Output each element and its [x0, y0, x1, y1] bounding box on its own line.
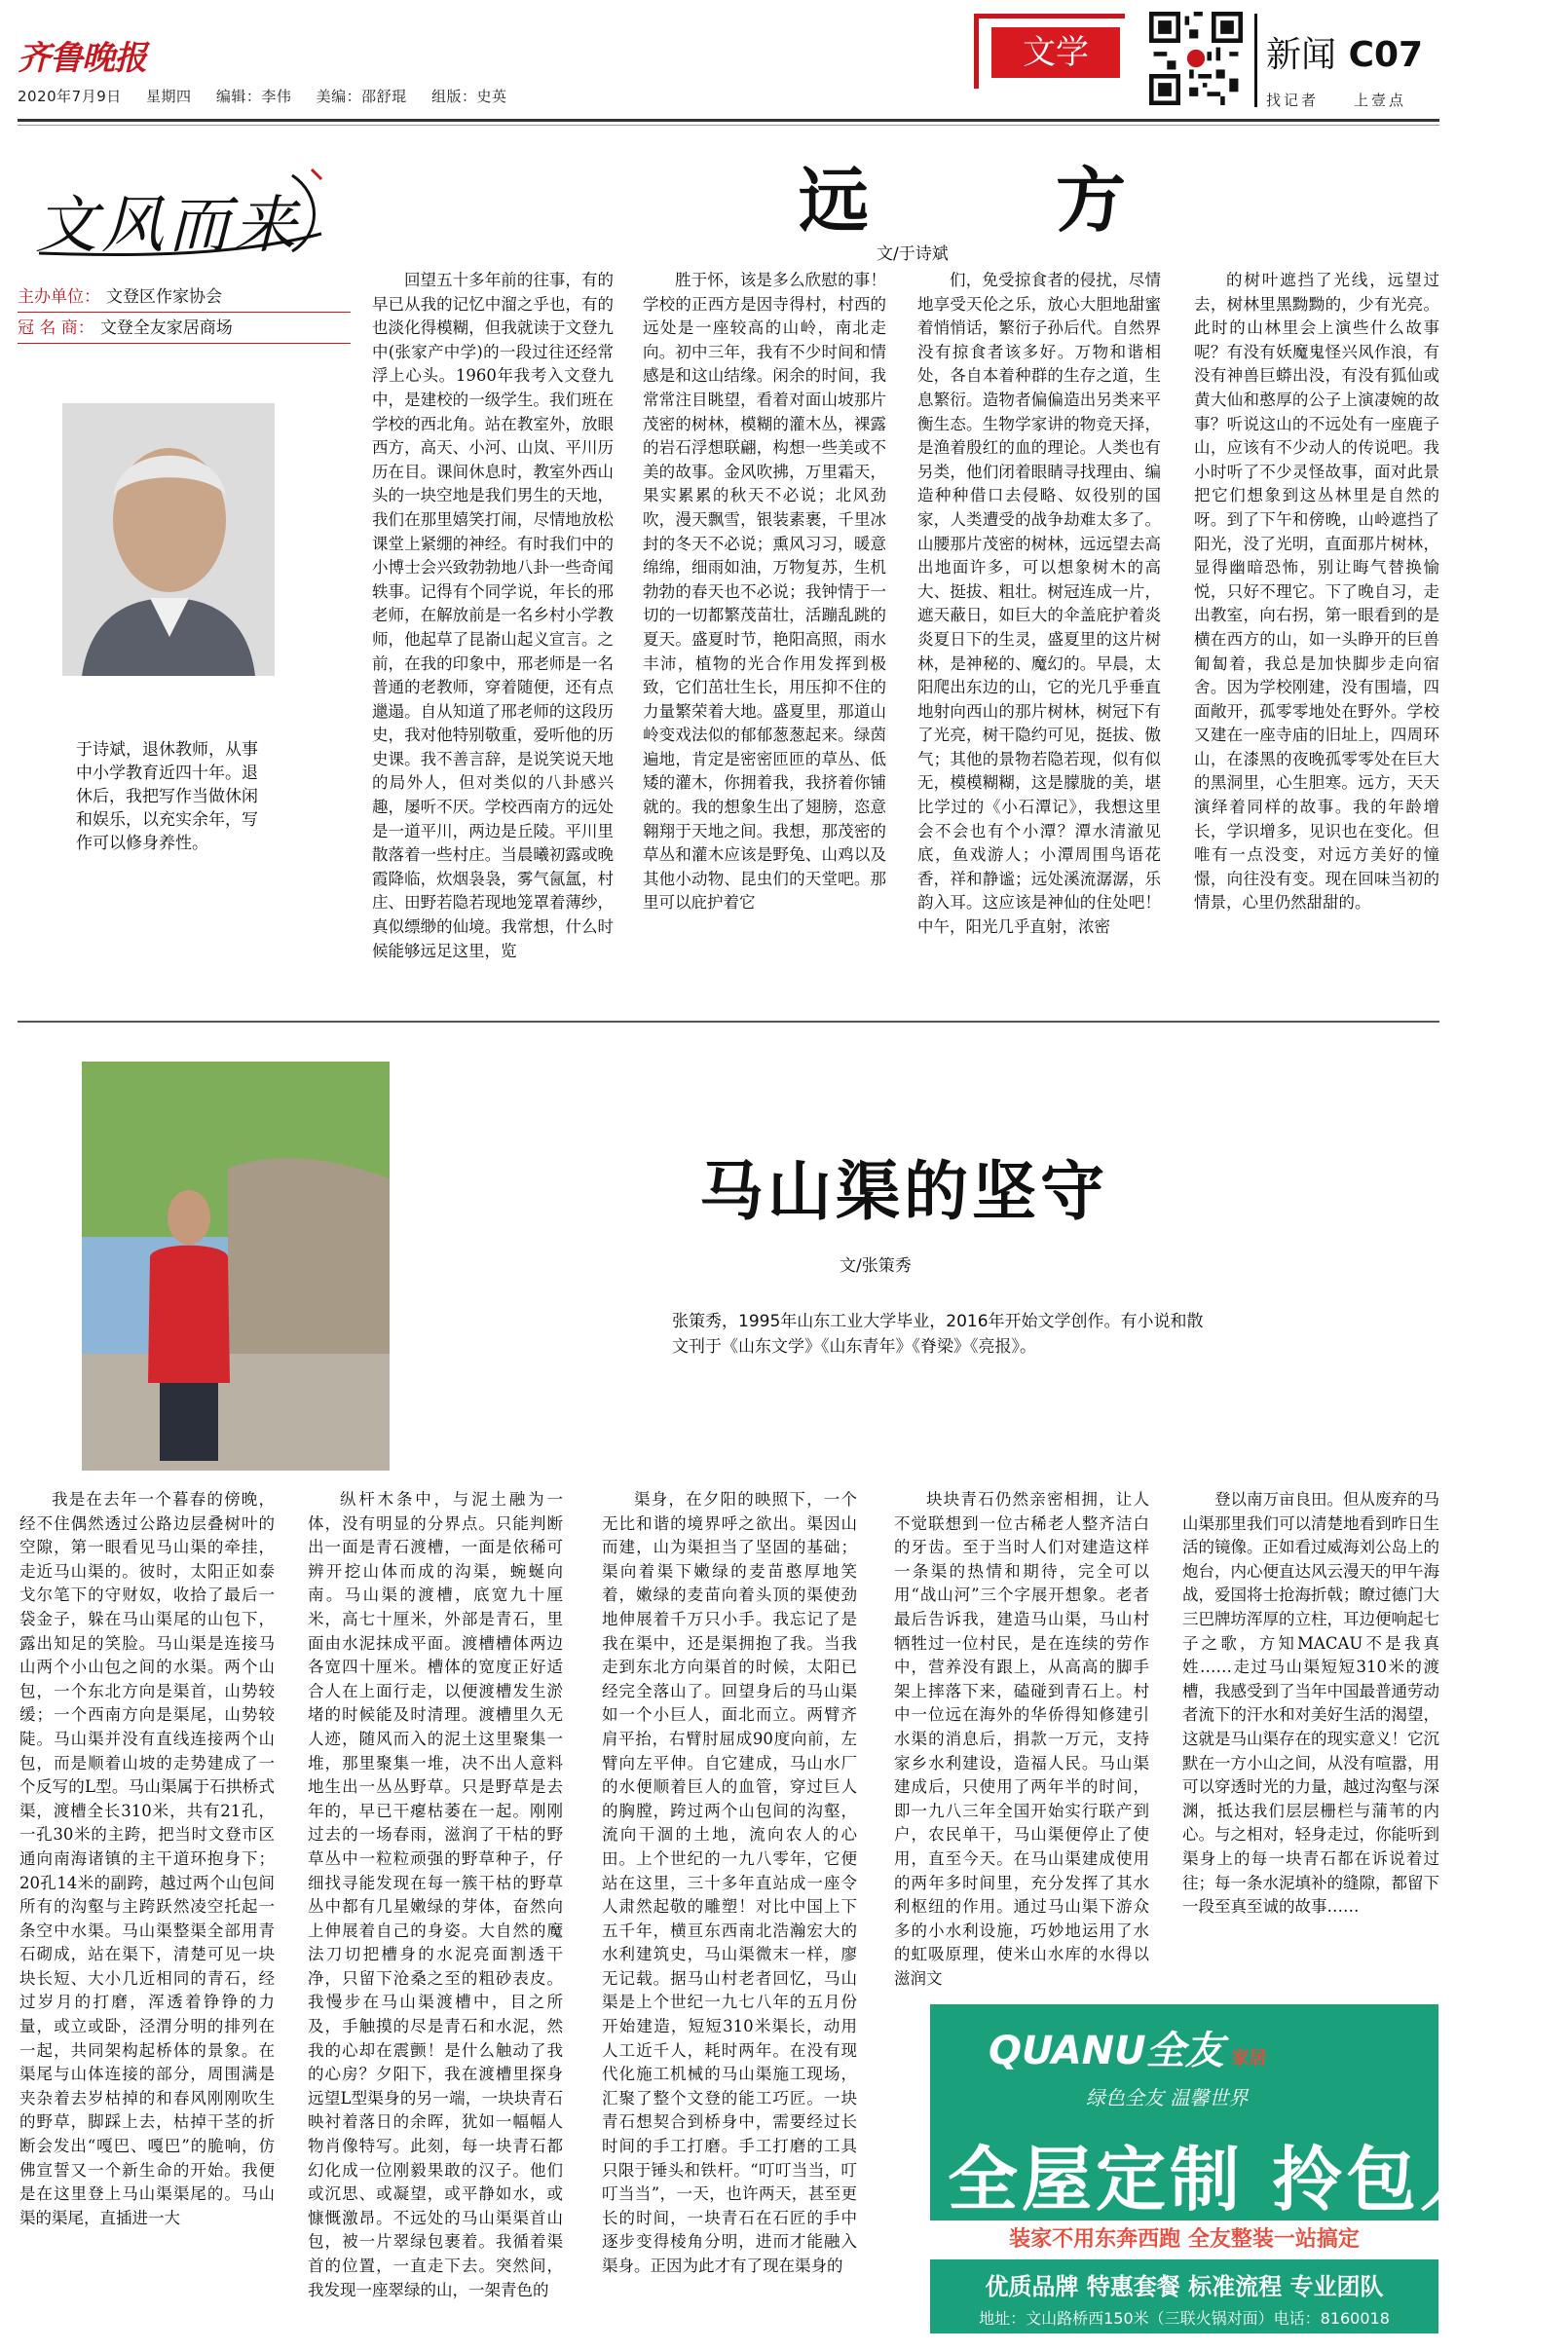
article-text: 回望五十多年前的往事，有的早已从我的记忆中溜之乎也，有的也淡化得模糊，但我就读于文登九中(张家产中学)的一段过往还经常浮上心头。1960年我考入文登九中，是建校的一级学生。我们班在学校的西北角。站在教室外，放眼西方，高天、小河、山岚、平川历历在目。课间休息时，教室外西山头的一块空地是我们男生的天地，我们在那里嬉笑打闹，尽情地放松课堂上紧绷的神经。有时我们中的小博士会兴致勃勃地八卦一些奇闻轶事。记得有个同学说，年长的邢老师，在解放前是一名乡村小学教师，他起草了昆嵛山起义宣言。之前，在我的印象中，邢老师是一名普通的老教师，穿着随便，还有点邋遢。自从知道了邢老师的这段历史，我对他特别敬重，爱听他的历史课。我不善言辞，是说笑说天地的局外人，但对类似的八卦感兴趣，屡听不厌。学校西南方的远处是一道平川，两边是丘陵。平川里散落着一些村庄。当晨曦初露或晚霞降临，炊烟袅袅，雾气氤氲，村庄、田野若隐若现地笼罩着薄纱，真似缥缈的仙境。我常想，什么时候能够远足这里，览	[372, 271, 614, 960]
ad-brand-name: QUANU全友	[989, 2029, 1224, 2073]
header-divider	[1254, 14, 1257, 107]
header-rule	[18, 119, 1439, 122]
section-tag: 文学	[991, 27, 1120, 78]
article-column	[1182, 1488, 1439, 1995]
page-code: C07	[1348, 35, 1424, 75]
article-column	[894, 1488, 1149, 1995]
sponsor-row-1	[18, 282, 351, 313]
article-text: 胜于怀，该是多么欣慰的事！学校的正西方是因寺得村，村西的远处是一座较高的山岭，南北走向。初中三年，我有不少时间和情感是和这山结缘。闲余的时间，我常常注目眺望，看着对面山坡那片茂密的树林，模糊的灌木丛，裸露的岩石浮想联翩，构想一些美或不美的故事。金风吹拂，万里霜天，果实累累的秋天不必说；北风劲吹，漫天飘雪，银装素裹，千里冰封的冬天不必说；熏风习习，暖意绵绵，细雨如油，万物复苏，生机勃勃的春天也不必说；我钟情于一切的一切都繁茂苗壮，活蹦乱跳的夏天。盛夏时节，艳阳高照，雨水丰沛，植物的光合作用发挥到极致，它们茁壮生长，用压抑不住的力量繁荣着大地。盛夏里，那道山岭变戏法似的郁郁葱葱起来。绿茵遍地，肯定是密密匝匝的草丛、低矮的灌木，你拥着我，我挤着你铺就的。我的想象生出了翅膀，恣意翱翔于天地之间。我想，那茂密的草丛和灌木应该是野兔、山鸡以及其他小动物、昆虫们的天堂吧。那里可以庇护着它	[643, 271, 886, 913]
article-text: 们，免受掠食者的侵扰，尽情地享受天伦之乐，放心大胆地甜蜜着悄悄话，繁衍子孙后代。自然界没有掠食者该多好。万物和谐相处，各自本着种群的生存之道，生息繁衍。造物者偏偏造出另类来平衡生态。生物学家讲的物竞天择，是渔着殷红的血的理论。人类也有另类，他们闭着眼睛寻找理由、编造种种借口去侵略、奴役别的国家，人类遭受的战争劫难太多了。山腰那片茂密的树林，远远望去高出地面许多，可以想象树木的高大、挺拔、粗壮。树冠连成一片，遮天蔽日，如巨大的伞盖庇护着炎炎夏日下的生灵，盛夏里的这片树林，是神秘的、魔幻的。早晨，太阳爬出东边的山，它的光几乎垂直地射向西山的那片树林，树冠下有了光亮，树干隐约可见，挺拔、傲气；其他的景物若隐若现，似有似无，模模糊糊，这是朦胧的美，堪比学过的《小石潭记》，我想这里会不会也有个小潭？潭水清澈见底，鱼戏游人；小潭周围鸟语花香，祥和静谧；远处溪流潺潺，乐韵入耳。这应该是神仙的住处吧！中午，阳光几乎直射，浓密	[917, 271, 1161, 937]
issue-weekday: 星期四	[146, 88, 192, 105]
author-portrait	[62, 403, 275, 676]
article-column	[917, 269, 1161, 1019]
article-text: 纵杆木条中，与泥土融为一体，没有明显的分界点。只能判断出一面是青石渡槽，一面是依稀可辨开挖山体而成的沟渠，蜿蜒向南。马山渠的渡槽，底宽九十厘米，高七十厘米，外部是青石，里面由水泥抹成平面。渡槽槽体两边各宽四十厘米。槽体的宽度正好适合人在上面行走，以便渡槽发生淤堵的时候能及时清理。渡槽里久无人迹，随风而入的泥土这里聚集一堆，那里聚集一堆，决不出人意料地生出一丛丛野草。只是野草是去年的，早已干瘪枯萎在一起。刚刚过去的一场春雨，滋润了干枯的野草丛中一粒粒顽强的野草种子，仔细找寻能发现在每一簇干枯的野草丛中都有几星嫩绿的芽体，奋然向上伸展着自己的身姿。大自然的魔法刀切把槽身的水泥亮面割透干净，只留下沧桑之至的粗砂表皮。我慢步在马山渠渡槽中，目之所及，手触摸的尽是青石和水泥，然我的心却在震颤！是什么触动了我的心房？夕阳下，我在渡槽里探身远望L型渠身的另一端，一块块青石映衬着落日的余晖，犹如一幅幅人物肖像特写。此刻，每一块青石都幻化成一位刚毅果敢的汉子。他们或沉思、或凝望，或平静如水，或慷慨激昂。不远处的马山渠渠首山包，被一片翠绿包裹着。我循着渠首的位置，一直走下去。突然间，我发现一座翠绿的山，一架青色的	[308, 1490, 563, 2299]
article-title: 马山渠的坚守	[699, 1154, 1108, 1229]
ad-band: 装家不用东奔西跑 全友整装一站搞定	[930, 2220, 1438, 2259]
article-text: 的树叶遮挡了光线，远望过去，树林里黑黝黝的，少有光亮。此时的山林里会上演些什么故事呢？有没有妖魔鬼怪兴风作浪，有没有神兽巨蟒出没，有没有狐仙或黄大仙和憨厚的公子上演凄婉的故事？听说这山的不远处有一座鹿子山，应该有不少动人的传说吧。我小时听了不少灵怪故事，面对此景把它们想象到这丛林里是自然的呀。到了下午和傍晚，山岭遮挡了阳光，没了光明，直面那片树林，显得幽暗恐怖，别让晦气替换愉悦，只好不理它。下了晚自习，走出教室，向右拐，第一眼看到的是横在西方的山，如一头睁开的巨兽匍匐着，我总是加快脚步走向宿舍。因为学校刚建，没有围墙，四面敞开，孤零零地处在野外。学校又建在一座寺庙的旧址上，四周环山，在漆黑的夜晚孤零零处在巨大的黑洞里，心生胆寒。远方，天天演绎着同样的故事。我的年龄增长，学识增多，见识也在变化。但唯有一点没变，对远方美好的憧憬，向往没有变。现在回味当初的情景，心里仍然甜甜的。	[1194, 271, 1439, 913]
article-author: 文/张策秀	[840, 1256, 912, 1276]
article-text: 渠身，在夕阳的映照下，一个无比和谐的境界呼之欲出。渠因山而建，山为渠担当了坚固的基础；渠向着渠下嫩绿的麦苗憨厚地笑着，嫩绿的麦苗向着头顶的渠使劲地伸展着千万只小手。我忘记了是我在渠中，还是渠拥抱了我。当我走到东北方向渠首的时候，太阳已经完全落山了。回望身后的马山渠如一个小巨人，面北而立。两臂齐肩平抬，右臂肘屈成90度向前，左臂向左平伸。自它建成，马山水厂的水便顺着巨人的血管，穿过巨人的胸膛，跨过两个山包间的沟壑，流向干涸的土地，流向农人的心田。上个世纪的一九八零年，它便站在这里，三十多年直站成一座令人肃然起敬的雕塑！对比中国上下五千年，横亘东西南北浩瀚宏大的水利建筑史，马山渠微末一样，廖无记载。据马山村老者回忆，马山渠是上个世纪一九七八年的五月份开始建造，短短310米渠长，动用人工近千人，耗时两年。在没有现代化施工机械的马山渠施工现场，汇聚了整个文登的能工巧匠。一块青石想契合到桥身中，需要经过长时间的手工打磨。手工打磨的工具只限于锤头和铁杆。“叮叮当当，叮叮当当”，一天，也许两天，甚至更长的时间，一块青石在石匠的手中逐步变得棱角分明，进而才能融入渠身。正因为此才有了现在渠身的	[602, 1490, 857, 2275]
issue-designer: 美编：邵舒琨	[316, 88, 407, 105]
sponsor-key: 冠 名 商：	[18, 318, 94, 338]
issue-info	[18, 86, 526, 106]
article-column	[643, 269, 886, 1019]
article-column	[308, 1488, 563, 2326]
editors-line: 找记者 上壹点	[1266, 92, 1407, 109]
article-text: 登以南万亩良田。但从废弃的马山渠那里我们可以清楚地看到昨日生活的镜像。正如看过威海刘公岛上的炮台，内心便直达风云漫天的甲午海战，爱国将士抢海折戟；瞭过德门大三巴牌坊浑厚的立柱，耳边便响起七子之歌，方知MACAU不是我真姓……走过马山渠短短310米的渡槽，我感受到了当年中国最普通劳动者流下的汗水和对美好生活的渴望，这就是马山渠存在的现实意义！它沉默在一方小山之间，从没有喧嚣，用可以穿透时光的力量，越过沟壑与深渊，抵达我们层层栅栏与蒲苇的内心。与之相对，轻身走过，你能听到渠身上的每一块青石都在诉说着过往；每一条水泥填补的缝隙，都留下一段至真至诚的故事……	[1182, 1490, 1439, 1917]
advertisement[interactable]	[930, 2004, 1568, 2333]
article-author: 文/于诗斌	[877, 244, 949, 264]
sponsor-value: 文登区作家协会	[106, 287, 222, 307]
ad-headline: 全屋定制 拎包入住	[948, 2139, 1568, 2220]
newspaper-masthead: 齐鲁晚报	[18, 39, 146, 78]
ad-brand-sub: 家居	[1231, 2048, 1267, 2069]
article-divider	[18, 1021, 1439, 1023]
ad-brand	[989, 2020, 1267, 2075]
sponsor-value: 文登全友家居商场	[99, 318, 233, 338]
article-column	[1194, 269, 1439, 1019]
qr-code-icon[interactable]	[1149, 12, 1243, 105]
article-title: 远 方	[799, 160, 1185, 242]
article-column	[602, 1488, 857, 2326]
ad-slogan: 绿色全友 温馨世界	[1086, 2086, 1249, 2109]
issue-date: 2020年7月9日	[18, 88, 122, 105]
article-text: 我是在去年一个暮春的傍晚，经不住偶然透过公路边层叠树叶的空隙，第一眼看见马山渠的牵挂，走近马山渠的。彼时，太阳正如泰戈尔笔下的守财奴，收拾了最后一袋金子，躲在马山渠尾的山包下，露出知足的笑脸。马山渠是连接马山两个小山包之间的水渠。两个山包，一个东北方向是渠首，山势较缓；一个西南方向是渠尾，山势较陡。马山渠并没有直线连接两个山包，而是顺着山坡的走势建成了一个反写的L型。马山渠属于石拱桥式渠，渡槽全长310米，共有21孔，一孔30米的主跨，把当时文登市区通向南海诸镇的主干道环抱身下；20孔14米的副跨，越过两个山包间所有的沟壑与主跨跃然凌空托起一条空中水渠。马山渠整渠全部用青石砌成，站在渠下，清楚可见一块块长短、大小几近相同的青石，经过岁月的打磨，浑透着铮铮的力量，或立或卧，泾渭分明的排列在一起，共同架构起桥体的景象。在渠尾与山体连接的部分，周围满是夹杂着去岁枯掉的和春风刚刚吹生的野草，脚踩上去，枯掉干茎的折断会发出“嘎巴、嘎巴”的脆响，仿佛宣誓又一个新生命的开始。我便是在这里登上马山渠渠尾的。马山渠的渠尾，直插进一大	[19, 1490, 275, 2227]
page-label: 新闻	[1266, 35, 1337, 75]
article-column	[372, 269, 614, 1019]
article-text: 块块青石仍然亲密相拥，让人不觉联想到一位古稀老人整齐洁白的牙齿。至于当时人们对建造这样一条渠的热情和期待，完全可以用“战山河”三个字展开想象。老者最后告诉我，建造马山渠，马山村牺牲过一位村民，是在连续的劳作中，营养没有跟上，从高高的脚手架上摔落下来，磕碰到青石上。村中一位远在海外的华侨得知修建引水渠的消息后，捐款一万元，支持家乡水利建设，造福人民。马山渠建成后，只使用了两年半的时间，即一九八三年全国开始实行联产到户，农民单干，马山渠便停止了使用，直至今天。在马山渠建成使用的两年多时间里，充分发挥了其水利枢纽的作用。通过马山渠下游众多的小水利设施，巧妙地运用了水的虹吸原理，使米山水库的水得以滋润文	[894, 1490, 1149, 1988]
issue-proof: 组版：史英	[430, 88, 507, 105]
ad-features: 优质品牌 特惠套餐 标准流程 专业团队	[985, 2273, 1384, 2300]
page-header	[1266, 27, 1423, 77]
ad-address: 地址：文山路桥西150米（三联火锅对面）电话：8160018	[979, 2309, 1390, 2328]
issue-editor: 编辑：李伟	[215, 88, 292, 105]
author-bio: 于诗斌，退休教师，从事中小学教育近四十年。退休后，我把写作当做休闲和娱乐，以充实余年，写作可以修身养性。	[76, 740, 258, 853]
author-photo	[82, 1062, 390, 1471]
header-rule-thin	[18, 125, 1439, 126]
article-column	[19, 1488, 275, 2326]
sponsor-row-2	[18, 314, 351, 344]
column-logo: 文风而来	[35, 190, 300, 262]
sponsor-key: 主办单位：	[18, 287, 100, 307]
author-bio: 张策秀，1995年山东工业大学毕业，2016年开始文学创作。有小说和散文刊于《山东文学》《山东青年》《脊梁》《亮报》。	[672, 1312, 1204, 1357]
